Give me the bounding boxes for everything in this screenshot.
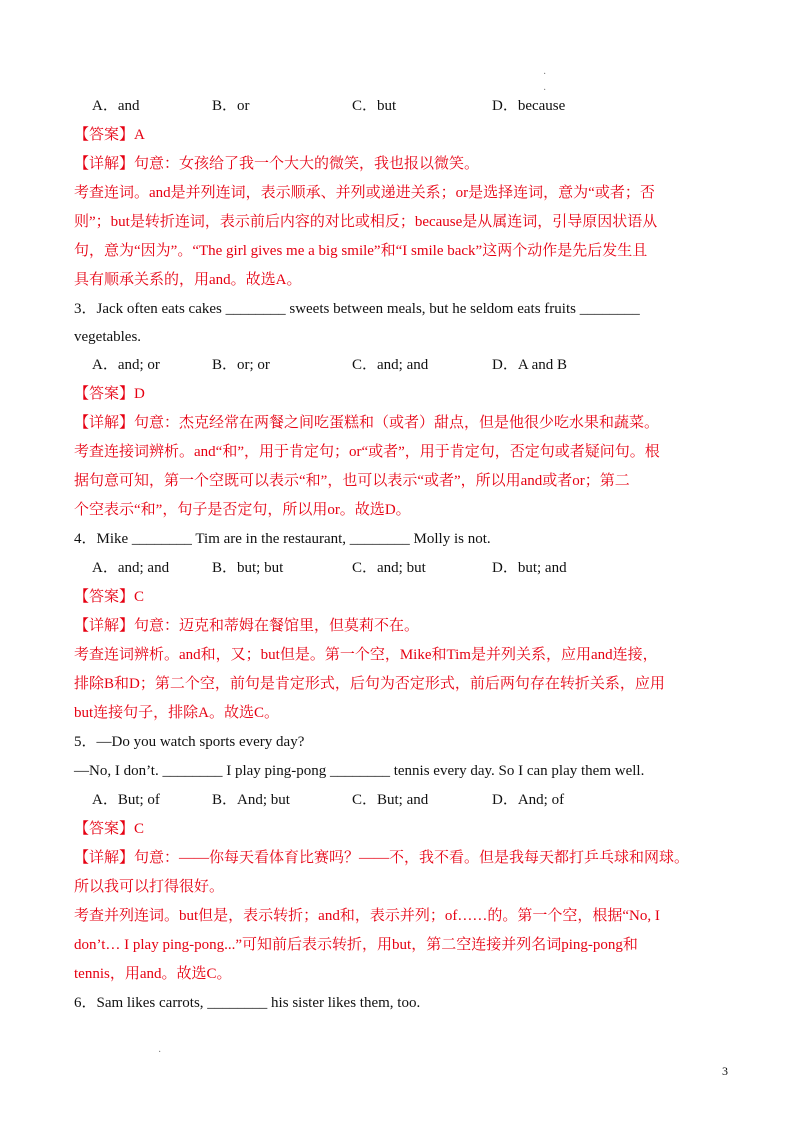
- q3-detail-line-4: 个空表示“和”，句子是否定句，所以用or。故选D。: [74, 502, 411, 518]
- q3-answer: 【答案】D: [74, 386, 145, 402]
- q2-detail-line-3: 则”；but是转折连词，表示前后内容的对比或相反；because是从属连词，引导原因状语从: [74, 214, 658, 230]
- q2-answer: 【答案】A: [74, 127, 145, 143]
- q5-option-b: B．And; but: [212, 792, 290, 808]
- q3-option-d: D．A and B: [492, 357, 568, 373]
- q3-stem-line-2: vegetables.: [74, 329, 142, 345]
- q6-stem: 6．Sam likes carrots, ________ his sister likes them, too.: [74, 995, 421, 1011]
- q2-detail-line-5: 具有顺承关系的，用and。故选A。: [74, 272, 302, 288]
- q5-answer: 【答案】C: [74, 821, 145, 837]
- q5-stem-line-2: —No, I don’t. ________ I play ping-pong ________ tennis every day. So I can play them well.: [74, 763, 645, 779]
- q4-detail-line-2: 考查连词辨析。and和，又；but但是。第一个空，Mike和Tim是并列关系，应用and连接，: [74, 647, 658, 663]
- q3-option-a: A．and; or: [92, 357, 160, 373]
- q2-detail-line-2: 考查连词。and是并列连词，表示顺承、并列或递进关系；or是选择连词，意为“或者；否: [74, 185, 655, 201]
- q3-option-b: B．or; or: [212, 357, 270, 373]
- q5-option-d: D．And; of: [492, 792, 565, 808]
- q5-option-a: A．But; of: [92, 792, 160, 808]
- q5-detail-line-3: 考查并列连词。but但是，表示转折；and和，表示并列；of……的。第一个空，根据“No, I: [74, 908, 660, 924]
- q4-answer: 【答案】C: [74, 589, 145, 605]
- q2-option-a: A．and: [92, 98, 140, 114]
- q5-detail-line-2: 所以我可以打得很好。: [74, 879, 225, 895]
- q4-option-c: C．and; but: [352, 560, 426, 576]
- scan-speck-top-2: ·: [543, 85, 547, 96]
- q4-option-b: B．but; but: [212, 560, 284, 576]
- q4-option-d: D．but; and: [492, 560, 567, 576]
- q3-option-c: C．and; and: [352, 357, 429, 373]
- q3-detail-line-3: 据句意可知，第一个空既可以表示“和”，也可以表示“或者”，所以用and或者or；第二: [74, 473, 630, 489]
- q4-detail-line-4: but连接句子，排除A。故选C。: [74, 705, 280, 721]
- q3-detail-line-1: 【详解】句意：杰克经常在两餐之间吃蛋糕和（或者）甜点，但是他很少吃水果和蔬菜。: [74, 415, 660, 431]
- q5-detail-line-1: 【详解】句意：——你每天看体育比赛吗？——不，我不看。但是我每天都打乒乓球和网球。: [74, 850, 690, 866]
- q2-detail-line-1: 【详解】句意：女孩给了我一个大大的微笑，我也报以微笑。: [74, 156, 480, 172]
- scan-speck-top: ·: [543, 69, 547, 80]
- page-number: 3: [722, 1064, 728, 1078]
- q4-stem: 4．Mike ________ Tim are in the restaurant, ________ Molly is not.: [74, 531, 491, 547]
- scan-speck-bottom: ·: [158, 1047, 162, 1058]
- q5-option-c: C．But; and: [352, 792, 429, 808]
- q3-detail-line-2: 考查连接词辨析。and“和”，用于肯定句；or“或者”，用于肯定句，否定句或者疑问句。根: [74, 444, 660, 460]
- q5-detail-line-5: tennis，用and。故选C。: [74, 966, 232, 982]
- q2-option-b: B．or: [212, 98, 250, 114]
- q5-stem-line-1: 5．—Do you watch sports every day?: [74, 734, 305, 750]
- q2-detail-line-4: 句，意为“因为”。“The girl gives me a big smile”和“I smile back”这两个动作是先后发生且: [74, 243, 648, 259]
- q5-detail-line-4: don’t… I play ping-pong...”可知前后表示转折，用but，第二空连接并列名词ping-pong和: [74, 937, 638, 953]
- q2-option-d: D．because: [492, 98, 566, 114]
- q4-detail-line-3: 排除B和D；第二个空，前句是肯定形式，后句为否定形式，前后两句存在转折关系，应用: [74, 676, 665, 692]
- q3-stem-line-1: 3．Jack often eats cakes ________ sweets between meals, but he seldom eats fruits ________: [74, 301, 640, 317]
- q4-option-a: A．and; and: [92, 560, 170, 576]
- q4-detail-line-1: 【详解】句意：迈克和蒂姆在餐馆里，但莫莉不在。: [74, 618, 420, 634]
- q2-option-c: C．but: [352, 98, 397, 114]
